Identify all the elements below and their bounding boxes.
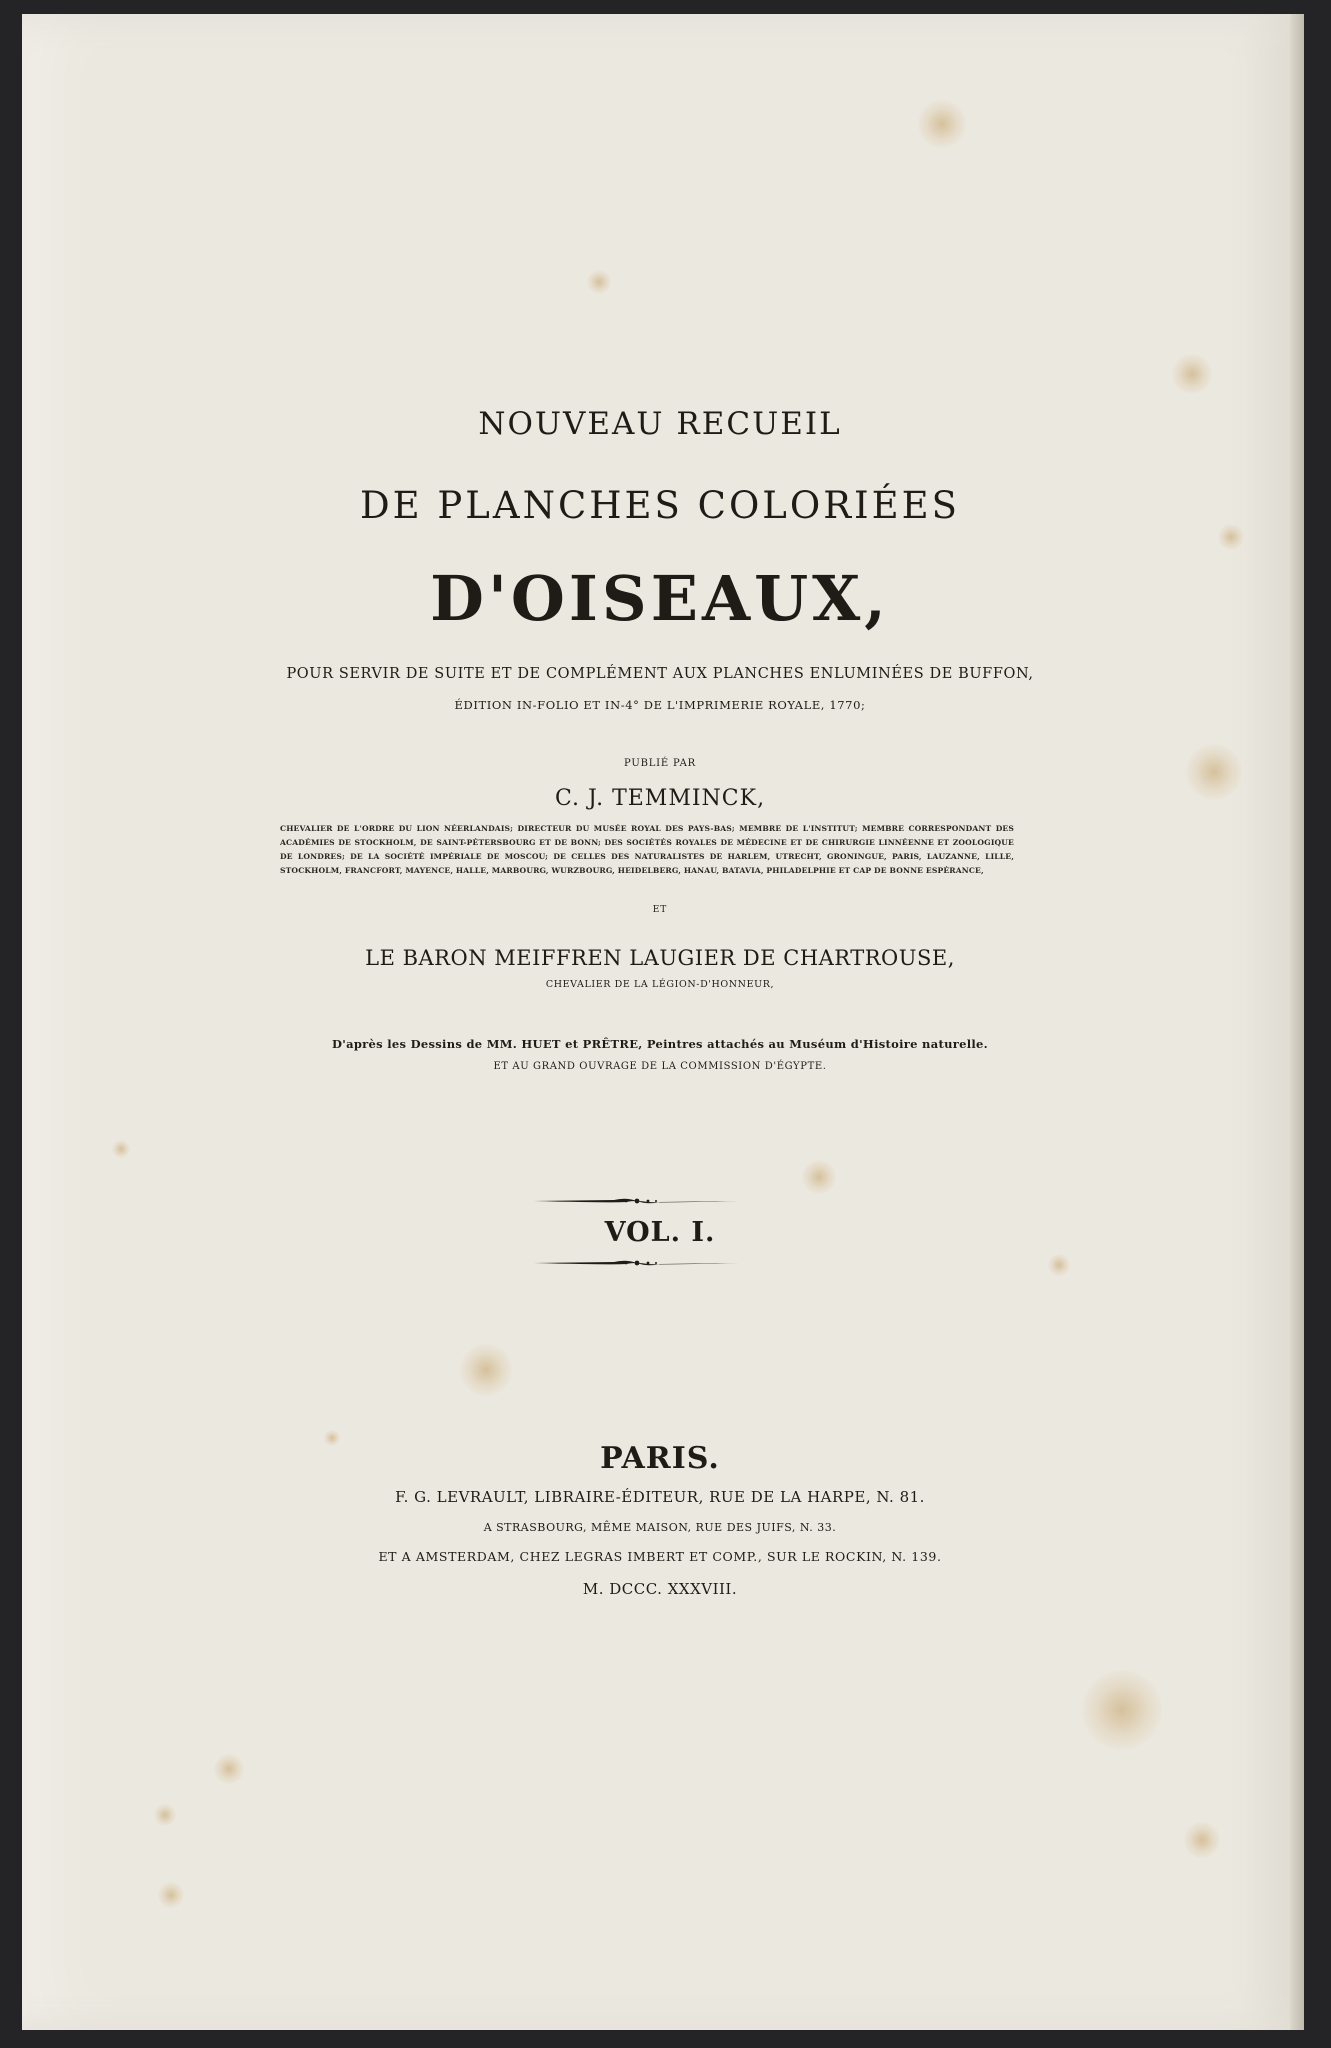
imprint-city: PARIS.	[600, 1441, 720, 1476]
ornamental-rule-bottom	[534, 1255, 740, 1271]
foxing-spot	[918, 100, 966, 148]
foxing-spot	[1048, 1254, 1070, 1276]
title-line-2: DE PLANCHES COLORIÉES	[359, 484, 961, 527]
author-temminck: C. J. TEMMINCK,	[554, 786, 766, 811]
subtitle-line-1: POUR SERVIR DE SUITE ET DE COMPLÉMENT AUX PLANCHES ENLUMINÉES DE BUFFON,	[286, 666, 1034, 682]
conjunction-et: ET	[652, 905, 668, 915]
author-laugier-credentials: CHEVALIER DE LA LÉGION-D'HONNEUR,	[545, 979, 775, 990]
foxing-spot	[1184, 1822, 1220, 1858]
foxing-spot	[154, 1804, 176, 1826]
imprint-publisher-line-2: A STRASBOURG, MÊME MAISON, RUE DES JUIFS, N. 33.	[483, 1521, 837, 1534]
imprint-publisher-line-3: ET A AMSTERDAM, CHEZ LEGRAS IMBERT ET COMP., SUR LE ROCKIN, N. 139.	[378, 1549, 942, 1564]
imprint-publisher-line-1: F. G. LEVRAULT, LIBRAIRE-ÉDITEUR, RUE DE LA HARPE, N. 81.	[395, 1488, 925, 1506]
author-laugier: LE BARON MEIFFREN LAUGIER DE CHARTROUSE,	[365, 946, 955, 970]
commission-credit: ET AU GRAND OUVRAGE DE LA COMMISSION D'ÉGYPTE.	[493, 1061, 827, 1072]
subtitle-line-2: ÉDITION IN-FOLIO ET IN-4° DE L'IMPRIMERIE ROYALE, 1770;	[454, 698, 866, 712]
foxing-spot	[112, 1140, 130, 1158]
foxing-spot	[587, 270, 611, 294]
published-by-label: PUBLIÉ PAR	[624, 758, 696, 769]
foxing-spot	[214, 1754, 244, 1784]
foxing-spot	[1172, 354, 1212, 394]
foxing-spot	[158, 1882, 184, 1908]
title-line-1: NOUVEAU RECUEIL	[478, 406, 842, 442]
author-temminck-credentials: CHEVALIER DE L'ORDRE DU LION NÉERLANDAIS; DIRECTEUR DU MUSÉE ROYAL DES PAYS-BAS; MEMBRE DE L'INSTITUT; MEMBRE CORRESPONDANT DES ACADÉMIES DE STOCKHOLM, DE SAINT-PÉTERSBOURG ET DE BONN; DES SOCIÉTÉS ROYALES DE MÉDECINE ET DE CHIRURGIE LINNÉENNE ET ZOOLOGIQUE DE LONDRES; DE LA SOCIÉTÉ IMPÉRIALE DE MOSCOU; DE CELLES DES NATURALISTES DE HARLEM, UTRECHT, GRONINGUE, PARIS, LAUZANNE, LILLE, STOCKHOLM, FRANCFORT, MAYENCE, HALLE, MARBOURG, WURZBOURG, HEIDELBERG, HANAU, BATAVIA, PHILADELPHIE ET CAP DE BONNE ESPÉRANCE,	[280, 824, 1014, 875]
title-page	[22, 14, 1304, 2030]
ornamental-rule-top	[534, 1193, 740, 1209]
foxing-spot	[1218, 524, 1244, 550]
foxing-spot	[1082, 1670, 1162, 1750]
imprint-date: M. DCCC. XXXVIII.	[582, 1580, 738, 1598]
foxing-spot	[802, 1160, 836, 1194]
drawings-credit: D'après les Dessins de MM. HUET et PRÊTRE, Peintres attachés au Muséum d'Histoire naturelle.	[332, 1037, 988, 1051]
volume-label: VOL. I.	[604, 1217, 716, 1248]
foxing-spot	[460, 1344, 512, 1396]
title-line-3: D'OISEAUX,	[430, 562, 890, 635]
